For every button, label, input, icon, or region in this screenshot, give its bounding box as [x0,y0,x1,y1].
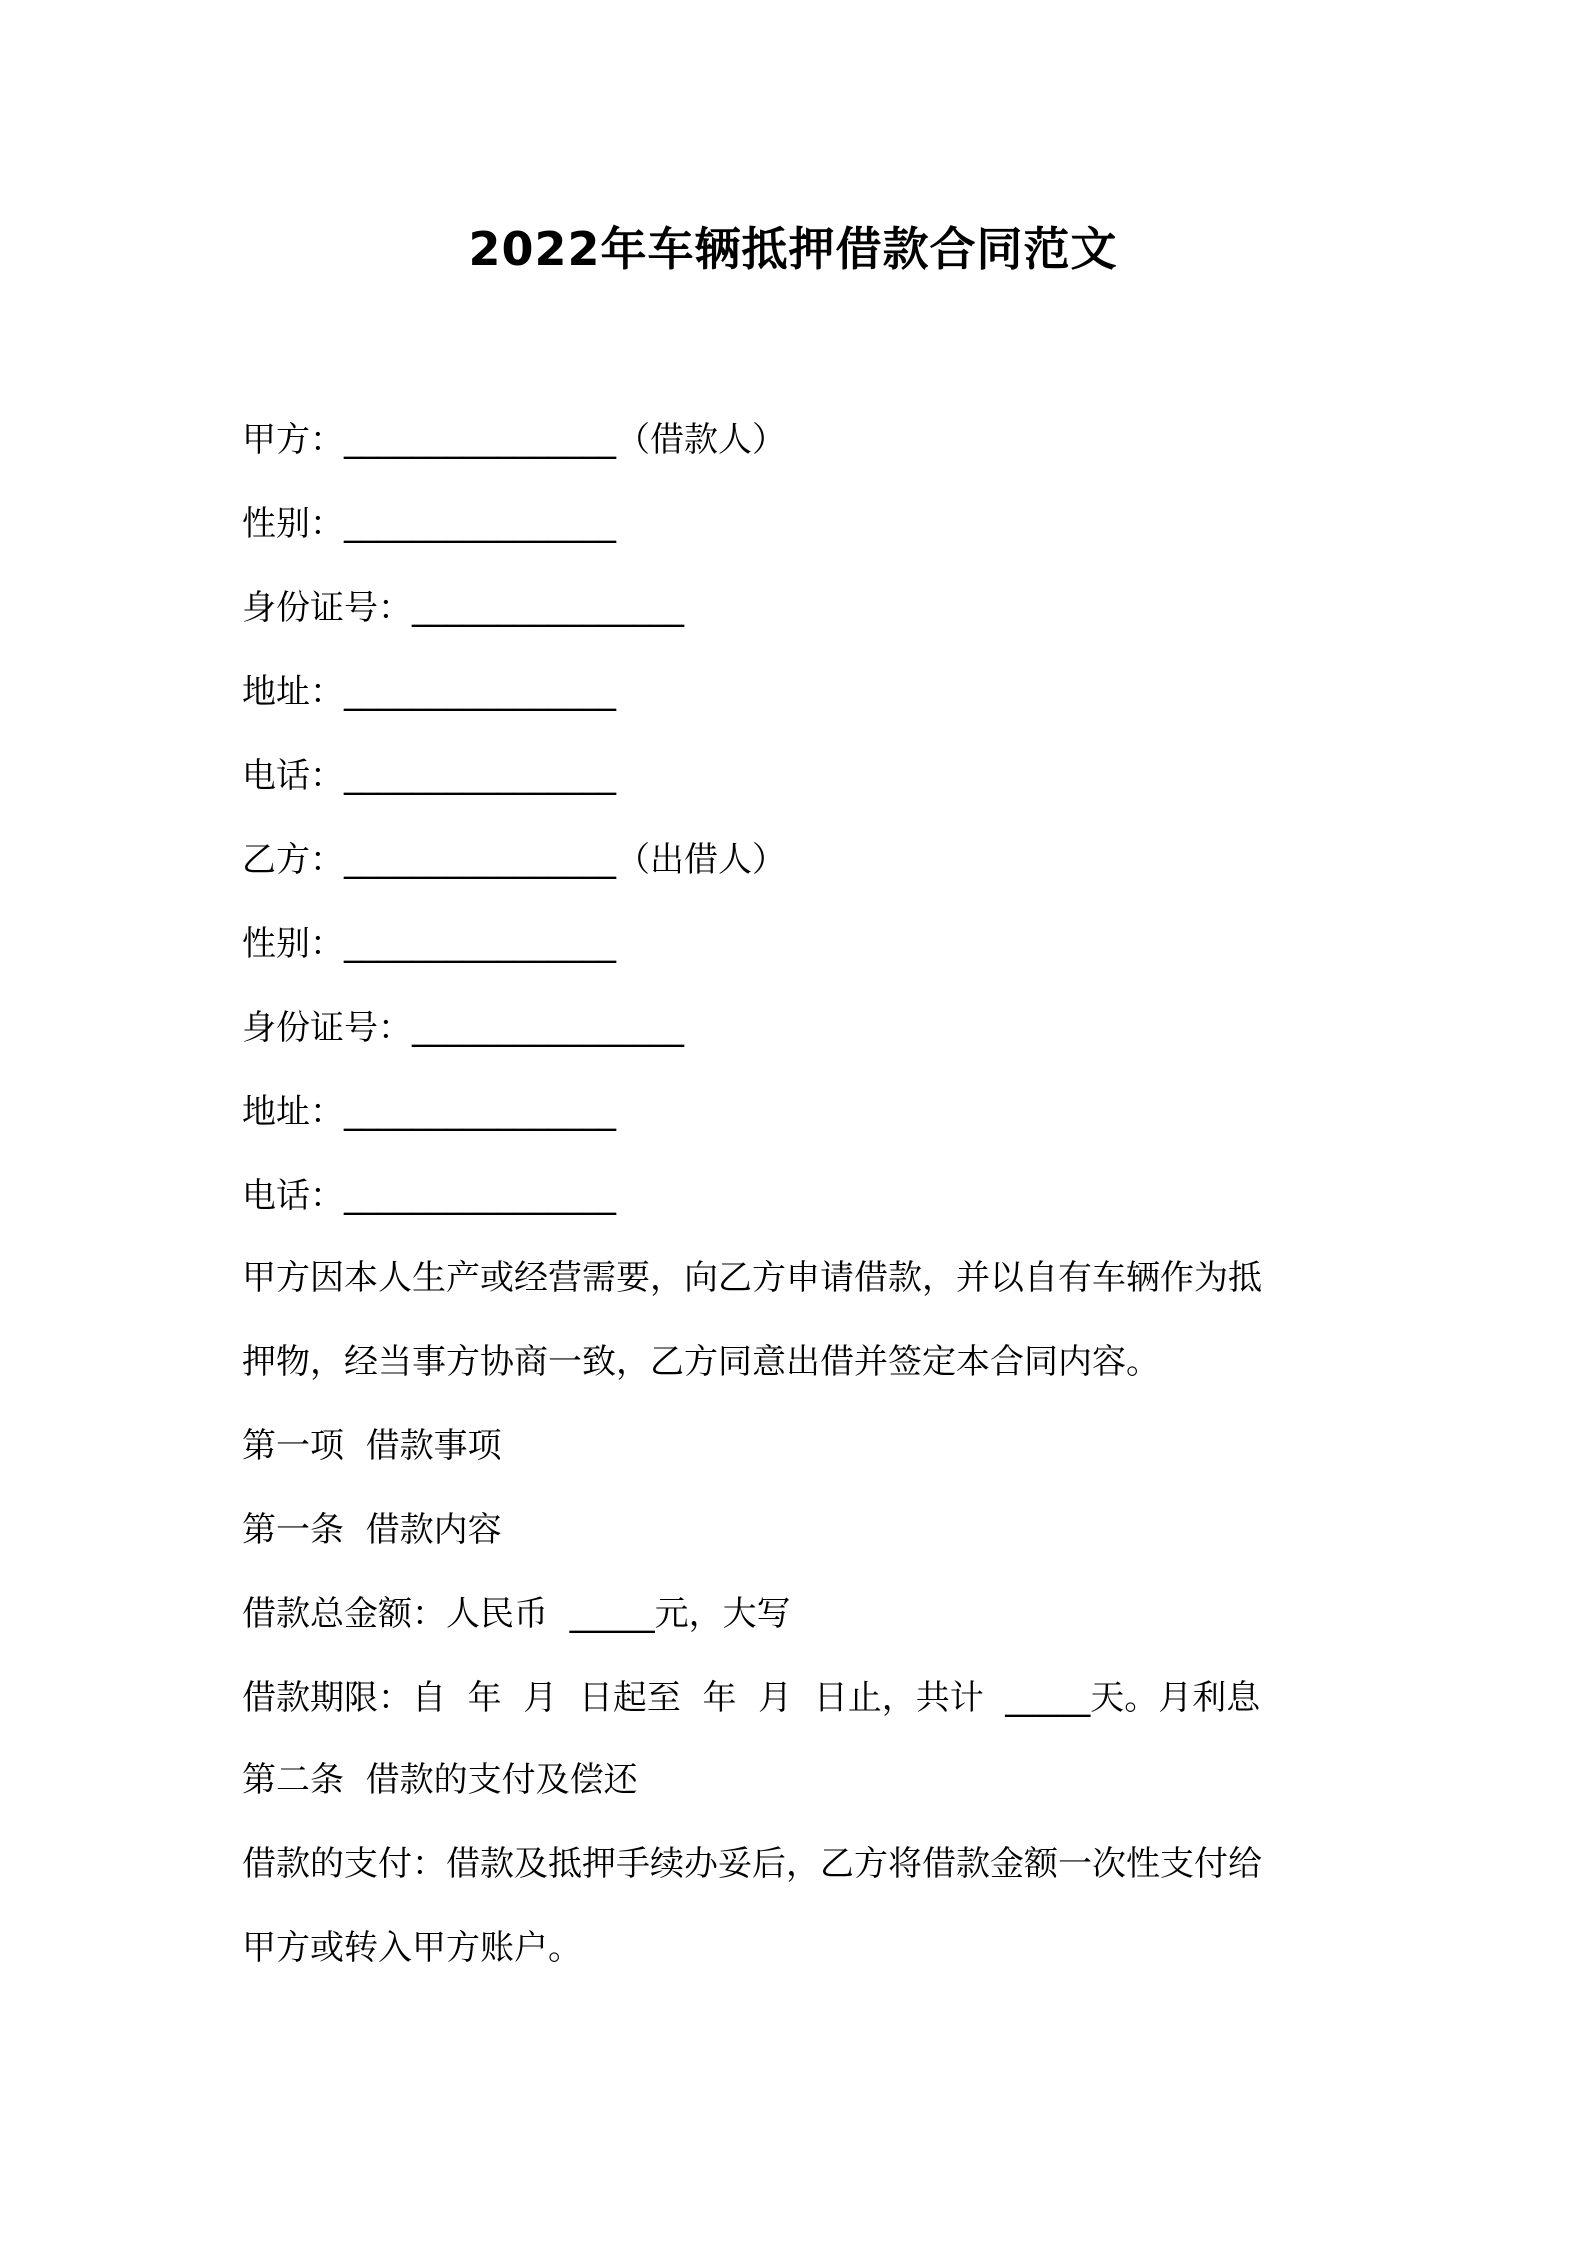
loan-term-line: 借款期限：自 年 月 日起至 年 月 日止，共计 _____天。月利息 [242,1678,1261,1718]
article-2-heading: 第二条 借款的支付及偿还 [242,1760,638,1800]
party-b-gender-line: 性别：________________ [242,924,616,964]
party-a-phone-line: 电话：________________ [242,756,616,796]
document-title: 2022年车辆抵押借款合同范文 [468,222,1118,276]
party-a-id-line: 身份证号：________________ [242,588,684,628]
payment-line-1: 借款的支付：借款及抵押手续办妥后，乙方将借款金额一次性支付给 [242,1844,1262,1884]
preamble-line-1: 甲方因本人生产或经营需要，向乙方申请借款，并以自有车辆作为抵 [242,1258,1262,1298]
preamble-line-2: 押物，经当事方协商一致，乙方同意出借并签定本合同内容。 [242,1342,1160,1382]
party-b-name-line: 乙方：________________（出借人） [242,840,786,880]
party-b-address-line: 地址：________________ [242,1092,616,1132]
payment-line-2: 甲方或转入甲方账户。 [242,1928,582,1968]
party-b-phone-line: 电话：________________ [242,1176,616,1216]
loan-amount-line: 借款总金额：人民币 _____元，大写 [242,1594,791,1634]
party-a-address-line: 地址：________________ [242,672,616,712]
article-1-heading: 第一条 借款内容 [242,1510,502,1550]
section-1-heading: 第一项 借款事项 [242,1426,502,1466]
party-a-name-line: 甲方：________________（借款人） [242,420,786,460]
party-a-gender-line: 性别：________________ [242,504,616,544]
party-b-id-line: 身份证号：________________ [242,1008,684,1048]
